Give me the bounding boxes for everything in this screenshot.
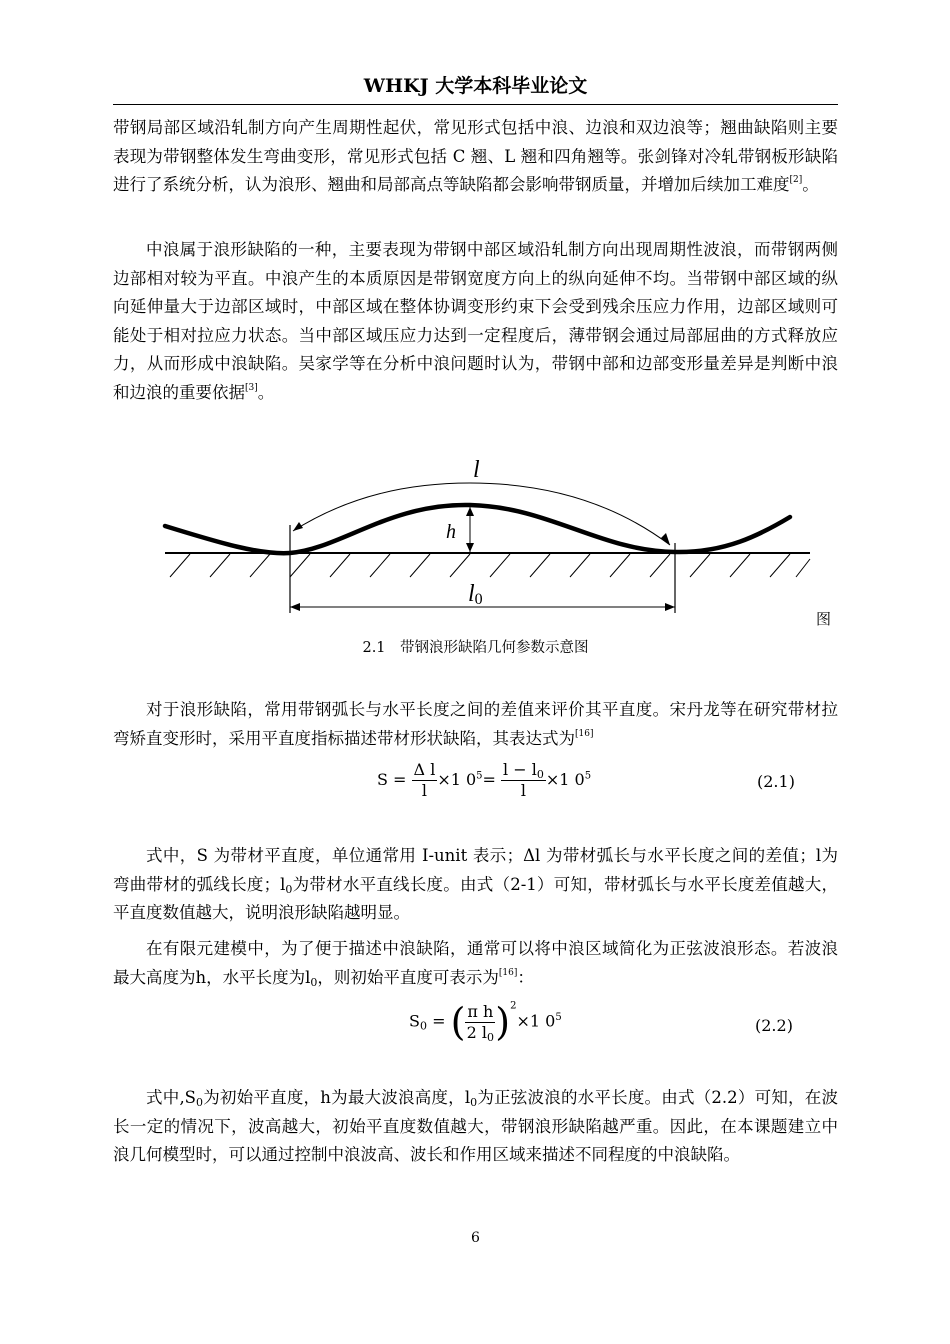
h-arrow-bottom — [466, 543, 474, 552]
wave-defect-figure — [150, 455, 830, 625]
eq2-num: π h — [467, 1001, 494, 1021]
eq1-frac2-den: l — [520, 781, 527, 800]
eq2-den-main: 2 l — [466, 1022, 488, 1042]
paragraph-3 — [113, 696, 838, 753]
eq2-lhs: S — [409, 1011, 420, 1031]
eq1-frac1-den: l — [421, 781, 427, 800]
paragraph-5 — [113, 935, 838, 992]
l0-arrow-left — [290, 603, 300, 611]
paragraph-6-sub-2: 0 — [470, 1096, 478, 1109]
paragraph-3-text: 对于浪形缺陷，常用带钢弧长与水平长度之间的差值来评价其平直度。宋丹龙等在研究带材拉弯矫直变形时，采用平直度指标描述带材形状缺陷，其表达式为 — [113, 700, 838, 748]
eq1-equals: = — [482, 770, 496, 789]
paragraph-1-end: 。 — [802, 175, 819, 194]
eq2-times: ×1 0 — [516, 1011, 556, 1031]
eq1-exp-2: 5 — [584, 770, 592, 782]
paragraph-6-text-b: 为初始平直度，h为最大波浪高度，l — [203, 1088, 471, 1107]
eq1-fraction-1 — [412, 760, 438, 801]
label-l0-sub: 0 — [474, 591, 483, 608]
arc-arrow-left — [293, 522, 303, 531]
eq2-lhs-sub: 0 — [419, 1019, 427, 1033]
label-l0 — [468, 581, 483, 608]
equation-2-2-number: (2.2) — [755, 1016, 793, 1035]
eq1-frac2-num-sub: 0 — [536, 768, 544, 781]
eq2-fraction — [465, 1002, 495, 1043]
eq1-frac2-num — [501, 760, 546, 781]
eq1-fraction-2 — [501, 760, 546, 801]
label-l: l — [473, 457, 480, 483]
paragraph-2-text: 中浪属于浪形缺陷的一种，主要表现为带钢中部区域沿轧制方向出现周期性波浪，而带钢两侧边部相对较为平直。中浪产生的本质原因是带钢宽度方向上的纵向延伸不均。当带钢中部区域的纵向延伸量大于边部区域时，中部区域在整体协调变形约束下会受到残余压应力作用，边部区域则可能处于相对拉应力状态。当中部区域压应力达到一定程度后，薄带钢会通过局部屈曲的方式释放应力，从而形成中浪缺陷。吴家学等在分析中浪问题时认为，带钢中部和边部变形量差异是判断中浪和边浪的重要依据 — [113, 240, 838, 402]
eq1-lhs: S = — [377, 770, 407, 789]
paragraph-2-end: 。 — [257, 382, 275, 402]
equation-2-1-number: (2.1) — [757, 772, 795, 791]
paragraph-1 — [113, 114, 838, 200]
l0-arrow-right — [665, 603, 675, 611]
label-l0-main: l — [468, 581, 475, 607]
paragraph-6-text-a: 式中,S — [146, 1088, 196, 1107]
eq2-den — [465, 1023, 495, 1043]
citation-16a[interactable]: [16] — [575, 728, 594, 739]
equation-2-1 — [377, 760, 591, 801]
paragraph-4-sub: 0 — [285, 882, 293, 896]
eq2-paren-right: ) — [495, 1000, 511, 1044]
eq2-den-sub: 0 — [487, 1030, 495, 1044]
paragraph-2 — [113, 236, 838, 407]
eq2-exp: 2 — [510, 1000, 517, 1012]
paragraph-5-end: ： — [517, 967, 534, 987]
arc-arrow-right — [661, 533, 670, 545]
figure-label-tail: 图 — [816, 610, 832, 628]
paragraph-4-text-a: 式中，S 为带材平直度，单位通常用 I-unit 表示；Δl 为带材弧长与水平长度之间的差值；l为弯曲带材的弧线长度；l — [113, 846, 838, 894]
eq2-paren-left: ( — [450, 1000, 466, 1044]
figure-caption: 2.1 带钢浪形缺陷几何参数示意图 — [362, 640, 589, 656]
page-header — [113, 68, 838, 105]
paragraph-5-text-a: 在有限元建模中，为了便于描述中浪缺陷，通常可以将中浪区域简化为正弦波浪形态。若波浪最大高度为h，水平长度为l — [113, 939, 838, 987]
header-title: WHKJ 大学本科毕业论文 — [363, 75, 588, 97]
eq2-equals: = — [432, 1011, 446, 1031]
eq1-exp-1: 5 — [476, 770, 483, 782]
paragraph-5-sub: 0 — [310, 975, 318, 989]
equation-2-2 — [409, 1000, 562, 1044]
eq2-exp-2: 5 — [555, 1012, 562, 1024]
strip-wave-curve — [165, 505, 790, 553]
citation-3[interactable]: [3] — [245, 382, 258, 393]
eq1-times-1: ×1 0 — [437, 770, 477, 789]
paragraph-5-text-b: ，则初始平直度可表示为 — [317, 967, 499, 987]
paragraph-4-text-b: 为带材水平直线长度。由式（2-1）可知，带材弧长与水平长度差值越大，平直度数值越大，说明浪形缺陷越明显。 — [113, 874, 839, 922]
paragraph-1-text: 带钢局部区域沿轧制方向产生周期性起伏，常见形式包括中浪、边浪和双边浪等；翘曲缺陷则主要表现为带钢整体发生弯曲变形，常见形式包括 C 翘、L 翘和四角翘等。张剑锋对冷轧带钢板形缺陷进行了系统分析，认为浪形、翘曲和局部高点等缺陷都会影响带钢质量，并增加后续加工难度 — [113, 118, 838, 194]
eq1-times-2: ×1 0 — [545, 770, 585, 789]
eq1-frac2-num-main: l − l — [503, 760, 537, 779]
paragraph-4 — [113, 842, 838, 928]
eq1-frac1-num: Δ l — [413, 760, 436, 779]
paragraph-6-sub-1: 0 — [196, 1096, 203, 1109]
h-arrow-top — [466, 507, 474, 516]
hatch-marks — [170, 554, 810, 577]
label-h: h — [446, 521, 456, 543]
citation-2[interactable]: [2] — [789, 175, 803, 185]
paragraph-6 — [113, 1084, 838, 1170]
paragraph-6-text-c: 为正弦波浪的水平长度。由式（2.2）可知，在波长一定的情况下，波高越大，初始平直度数值越大，带钢浪形缺陷越严重。因此，在本课题建立中浪几何模型时，可以通过控制中浪波高、波长和作用区域来描述不同程度的中浪缺陷。 — [113, 1088, 838, 1164]
page-number: 6 — [471, 1230, 480, 1246]
citation-16b[interactable]: [16] — [498, 967, 518, 978]
